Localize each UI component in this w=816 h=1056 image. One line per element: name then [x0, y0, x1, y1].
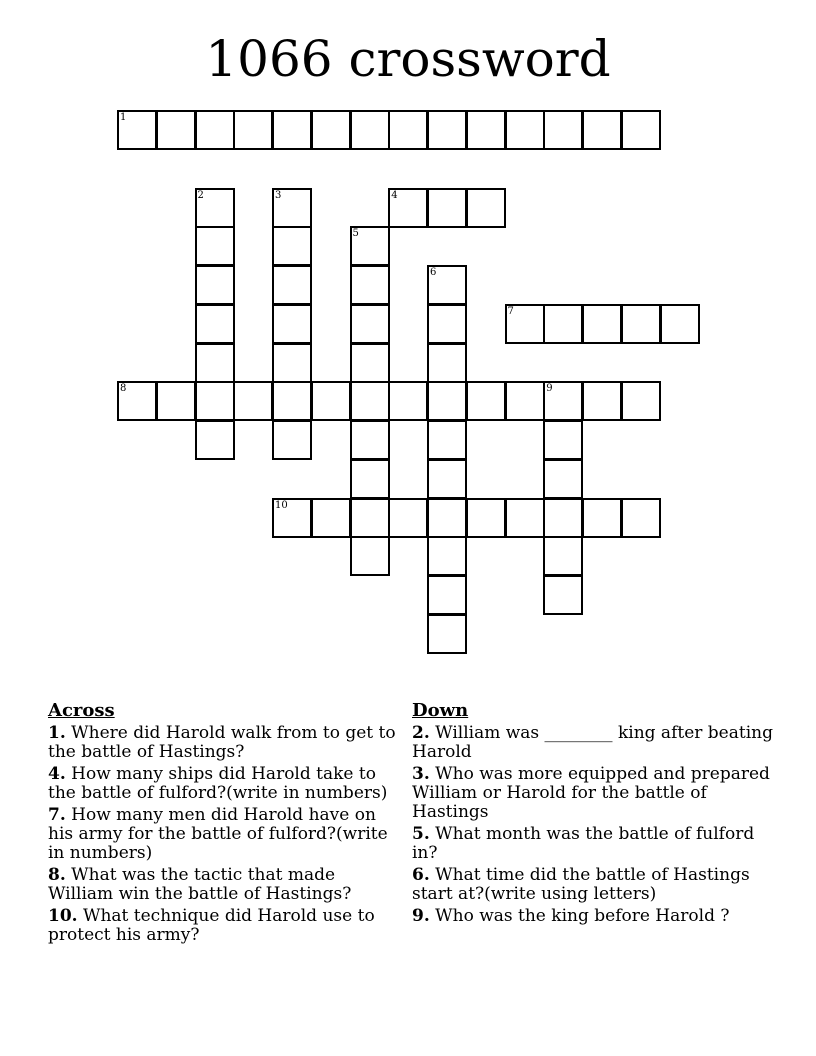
grid-cell	[543, 536, 583, 576]
cell-number: 3	[275, 189, 282, 201]
grid-cell	[350, 304, 390, 344]
clue-down-3	[412, 765, 774, 822]
clue-across-4	[48, 765, 398, 803]
clue-number: 6.	[412, 865, 430, 885]
clue-text: How many men did Harold have on his army for the battle of fulford?(write in numbers)	[48, 805, 388, 863]
clue-down-6	[412, 866, 774, 904]
grid-cell	[582, 304, 622, 344]
grid-cell	[195, 343, 235, 383]
grid-cell	[350, 343, 390, 383]
grid-cell	[621, 381, 661, 421]
clue-text: How many ships did Harold take to the battle of fulford?(write in numbers)	[48, 764, 388, 803]
down-clues	[412, 700, 774, 929]
grid-cell	[621, 498, 661, 538]
grid-cell	[427, 498, 467, 538]
grid-cell	[117, 381, 157, 421]
clue-number: 4.	[48, 764, 66, 784]
cell-number: 9	[546, 383, 553, 395]
grid-cell	[272, 265, 312, 305]
grid-cell	[272, 226, 312, 266]
clue-down-2	[412, 724, 774, 762]
grid-cell	[427, 459, 467, 499]
grid-cell	[388, 110, 428, 150]
clue-text: Who was more equipped and prepared William or Harold for the battle of Hastings	[412, 764, 770, 822]
cell-number: 6	[430, 267, 437, 278]
grid-cell	[505, 304, 545, 344]
grid-cell	[543, 110, 583, 150]
grid-cell	[543, 420, 583, 460]
grid-cell	[388, 381, 428, 421]
clue-number: 7.	[48, 805, 66, 825]
grid-cell	[543, 575, 583, 615]
grid-cell	[350, 536, 390, 576]
grid-cell	[388, 498, 428, 538]
clue-number: 5.	[412, 824, 430, 844]
grid-cell	[621, 304, 661, 344]
grid-cell	[466, 381, 506, 421]
clue-across-7	[48, 806, 398, 863]
clue-across-10	[48, 907, 398, 945]
grid-cell	[156, 381, 196, 421]
grid-cell	[195, 110, 235, 150]
grid-cell	[311, 498, 351, 538]
grid-cell	[543, 459, 583, 499]
grid-cell	[543, 498, 583, 538]
clue-across-8	[48, 866, 398, 904]
grid-cell	[233, 381, 273, 421]
grid-cell	[272, 188, 312, 228]
grid-cell	[660, 304, 700, 344]
grid-cell	[156, 110, 196, 150]
grid-cell	[350, 226, 390, 266]
grid-cell	[195, 188, 235, 228]
grid-cell	[272, 498, 312, 538]
grid-cell	[582, 110, 622, 150]
grid-cell	[543, 304, 583, 344]
clue-text: William was ________ king after beating Harold	[412, 723, 773, 762]
grid-cell	[195, 381, 235, 421]
clue-number: 9.	[412, 906, 430, 926]
clue-number: 3.	[412, 764, 430, 784]
grid-cell	[466, 188, 506, 228]
grid-cell	[427, 420, 467, 460]
clue-text: What was the tactic that made William win the battle of Hastings?	[48, 865, 352, 904]
clue-number: 1.	[48, 723, 66, 743]
grid-cell	[427, 575, 467, 615]
grid-cell	[195, 304, 235, 344]
grid-cell	[427, 536, 467, 576]
grid-cell	[427, 188, 467, 228]
grid-cell	[350, 110, 390, 150]
cell-number: 7	[507, 305, 514, 317]
clue-text: What time did the battle of Hastings start at?(write using letters)	[412, 865, 750, 904]
grid-cell	[233, 110, 273, 150]
grid-cell	[427, 304, 467, 344]
grid-cell	[427, 265, 467, 305]
down-heading: Down	[412, 700, 469, 721]
cell-number: 4	[391, 189, 398, 201]
grid-cell	[621, 110, 661, 150]
clue-number: 2.	[412, 723, 430, 743]
cell-number: 2	[197, 189, 204, 201]
grid-cell	[350, 420, 390, 460]
grid-cell	[311, 110, 351, 150]
clue-text: Where did Harold walk from to get to the battle of Hastings?	[48, 723, 396, 762]
grid-cell	[195, 420, 235, 460]
grid-cell	[117, 110, 157, 150]
across-clues	[48, 700, 398, 948]
clue-number: 10.	[48, 906, 78, 926]
clue-text: What month was the battle of fulford in?	[412, 824, 755, 863]
grid-cell	[543, 381, 583, 421]
cell-number: 1	[120, 112, 127, 123]
clue-down-5	[412, 825, 774, 863]
clue-number: 8.	[48, 865, 66, 885]
grid-cell	[350, 265, 390, 305]
grid-cell	[505, 381, 545, 421]
grid-cell	[505, 110, 545, 150]
grid-cell	[272, 343, 312, 383]
grid-cell	[311, 381, 351, 421]
grid-cell	[582, 498, 622, 538]
grid-cell	[272, 304, 312, 344]
grid-cell	[466, 110, 506, 150]
grid-cell	[427, 381, 467, 421]
grid-cell	[466, 498, 506, 538]
across-heading: Across	[48, 700, 115, 721]
page-title: 1066 crossword	[205, 30, 611, 88]
grid-cell	[350, 498, 390, 538]
grid-cell	[195, 226, 235, 266]
grid-cell	[427, 614, 467, 654]
cell-number: 8	[120, 383, 127, 395]
grid-cell	[272, 381, 312, 421]
grid-cell	[350, 459, 390, 499]
grid-cell	[505, 498, 545, 538]
clue-text: What technique did Harold use to protect his army?	[48, 906, 375, 945]
grid-cell	[388, 188, 428, 228]
grid-cell	[272, 110, 312, 150]
clue-text: Who was the king before Harold ?	[435, 906, 730, 926]
cell-number: 5	[352, 228, 359, 240]
grid-cell	[582, 381, 622, 421]
grid-cell	[350, 381, 390, 421]
cell-number: 10	[275, 499, 288, 511]
grid-cell	[272, 420, 312, 460]
grid-cell	[427, 343, 467, 383]
clue-across-1	[48, 724, 398, 762]
clue-down-9	[412, 907, 774, 926]
grid-cell	[427, 110, 467, 150]
grid-cell	[195, 265, 235, 305]
